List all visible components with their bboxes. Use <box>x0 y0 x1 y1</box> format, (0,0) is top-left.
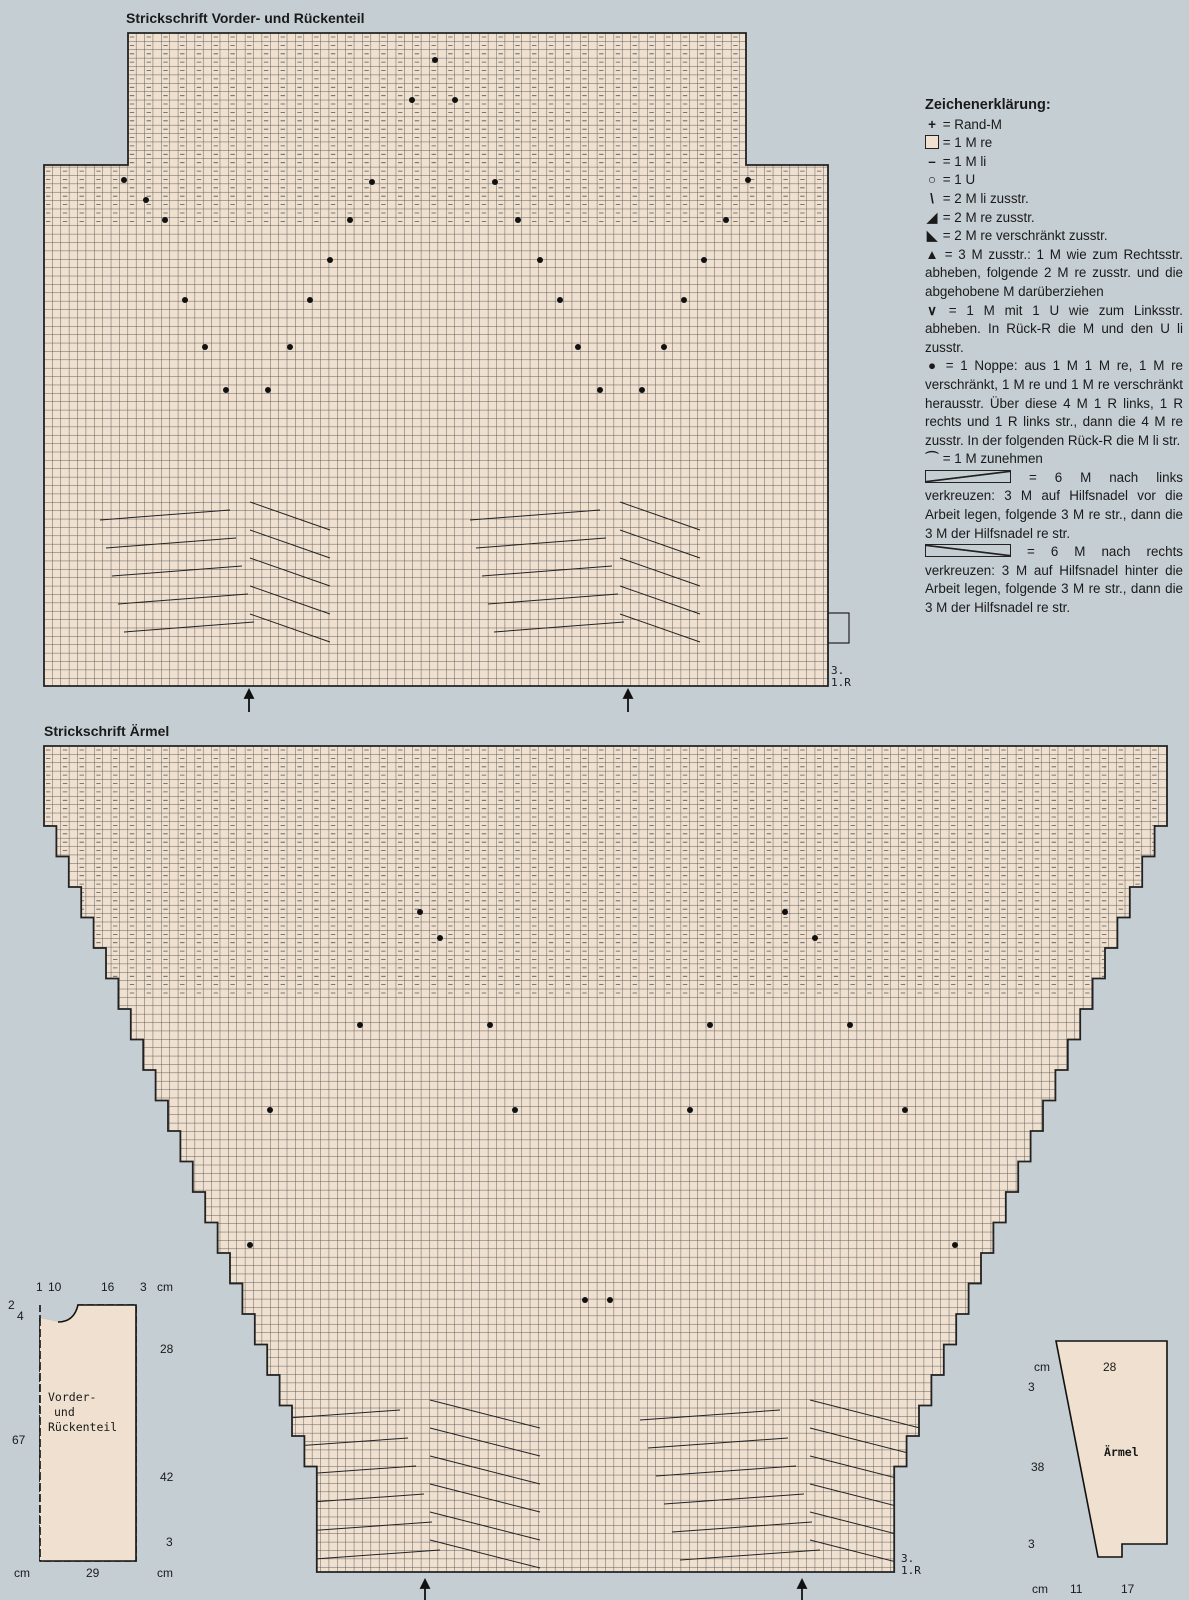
dim-sleeve-38: 38 <box>1031 1460 1045 1474</box>
schematic-label-line: Rückenteil <box>48 1420 118 1434</box>
body-knitting-chart <box>44 33 828 686</box>
center-arrow-icon <box>798 1580 806 1600</box>
cable-left-icon <box>925 470 1011 483</box>
legend-item <box>925 190 1183 209</box>
dim-left-67: 67 <box>12 1433 26 1447</box>
body-chart-title: Strickschrift Vorder- und Rückenteil <box>126 10 365 26</box>
legend-item-text: = 1 U <box>942 172 976 188</box>
sleeve-knitting-chart <box>44 746 1173 1572</box>
dim-left-2: 2 <box>8 1298 15 1312</box>
legend-item-text: = 2 M re verschränkt zusstr. <box>942 228 1108 244</box>
dim-sleeve-11: 11 <box>1070 1582 1083 1596</box>
dim-bottom-29: 29 <box>86 1566 100 1580</box>
center-arrow-icon <box>624 690 632 712</box>
legend-item <box>925 357 1183 450</box>
legend-item-text: = Rand-M <box>942 116 1002 132</box>
dim-right-28: 28 <box>160 1342 174 1356</box>
legend-item <box>925 209 1183 228</box>
row-label-3: 3. <box>831 664 845 677</box>
triangle-left-icon: ◣ <box>926 228 938 244</box>
center-arrow-icon <box>245 690 253 712</box>
legend-item-text: = 1 M re <box>942 135 993 151</box>
dim-sleeve-3: 3 <box>1028 1537 1035 1551</box>
center-arrow-icon <box>421 1580 429 1600</box>
dim-sleeve-cm: cm <box>1032 1582 1048 1596</box>
legend-item <box>925 227 1183 246</box>
schematic-label-line: und <box>54 1405 75 1419</box>
schematic-label-line: Vorder- <box>48 1390 97 1404</box>
dim-sleeve-3: 3 <box>1028 1380 1035 1394</box>
dim-sleeve-17: 17 <box>1121 1582 1135 1596</box>
legend-item-text: = 1 M li <box>942 153 987 169</box>
dim-top-10: 10 <box>48 1280 62 1294</box>
dim-right-42: 42 <box>160 1470 174 1484</box>
legend-item-text: = 3 M zusstr.: 1 M wie zum Rechtsstr. abheben, folgende 2 M re zusstr. und die abgehobene M darüberziehen <box>925 246 1183 299</box>
body-schematic-label <box>48 1390 117 1435</box>
legend-item <box>925 302 1183 358</box>
row-label-1: 1.R <box>831 676 851 689</box>
triangle-right-icon: ◢ <box>926 209 938 225</box>
legend-item-text: = 2 M re zusstr. <box>942 209 1035 225</box>
legend-item <box>925 543 1183 617</box>
legend-item <box>925 469 1183 543</box>
legend-heading: Zeichenerklärung: <box>925 97 1051 113</box>
dim-top-cm: cm <box>157 1280 173 1294</box>
plus-icon: + <box>928 116 936 132</box>
dim-sleeve-28: 28 <box>1103 1360 1117 1374</box>
dim-sleeve-cm: cm <box>1034 1360 1050 1374</box>
circle-icon: ○ <box>927 172 937 188</box>
dot-icon: ● <box>927 358 937 374</box>
legend-item <box>925 116 1183 135</box>
legend <box>925 96 1183 618</box>
dim-top-3: 3 <box>140 1280 147 1294</box>
empty-square-icon <box>925 135 939 149</box>
legend-item-text: = 1 Noppe: aus 1 M 1 M re, 1 M re verschränkt, 1 M re und 1 M re verschränkt herausstr. Über diese 4 M 1 R links, 1 R rechts und 1 R links str., dann die 4 M re zusstr. In der folgenden Rück-R die M li str. <box>925 358 1183 448</box>
row-label-3: 3. <box>901 1552 915 1565</box>
legend-item-text: = 6 M nach links verkreuzen: 3 M auf Hilfsnadel vor die Arbeit legen, folgende 3 M re str., dann die 3 M der Hilfsnadel re str. <box>925 469 1183 541</box>
dim-bottom-cm: cm <box>157 1566 173 1580</box>
dim-top-tick: 1 <box>36 1280 43 1294</box>
dash-icon: – <box>928 153 936 169</box>
triangle-up-icon: ▲ <box>925 246 939 262</box>
dim-left-4: 4 <box>17 1309 24 1323</box>
legend-item <box>925 450 1183 469</box>
backslash-icon: \ <box>930 190 934 206</box>
legend-item-text: = 1 M zunehmen <box>942 451 1043 467</box>
legend-item-text: = 2 M li zusstr. <box>942 190 1029 206</box>
v-icon: ∨ <box>927 302 937 318</box>
arc-icon: ⌒ <box>925 451 939 467</box>
legend-item <box>925 153 1183 172</box>
sleeve-chart-title: Strickschrift Ärmel <box>44 723 170 739</box>
legend-item <box>925 134 1183 153</box>
legend-item-text: = 6 M nach rechts verkreuzen: 3 M auf Hilfsnadel hinter die Arbeit legen, folgende 3 M re str., dann die 3 M der Hilfsnadel re str. <box>925 544 1183 616</box>
dim-bottom-cm: cm <box>14 1566 30 1580</box>
pattern-repeat-box <box>828 613 849 643</box>
cable-right-icon <box>925 544 1011 557</box>
row-label-1: 1.R <box>901 1564 921 1577</box>
legend-item-text: = 1 M mit 1 U wie zum Linksstr. abheben. In Rück-R die M und den U li zusstr. <box>925 302 1183 355</box>
legend-item <box>925 171 1183 190</box>
dim-top-16: 16 <box>101 1280 115 1294</box>
dim-right-3: 3 <box>166 1535 173 1549</box>
sleeve-schematic-label: Ärmel <box>1104 1445 1139 1459</box>
legend-item <box>925 246 1183 302</box>
